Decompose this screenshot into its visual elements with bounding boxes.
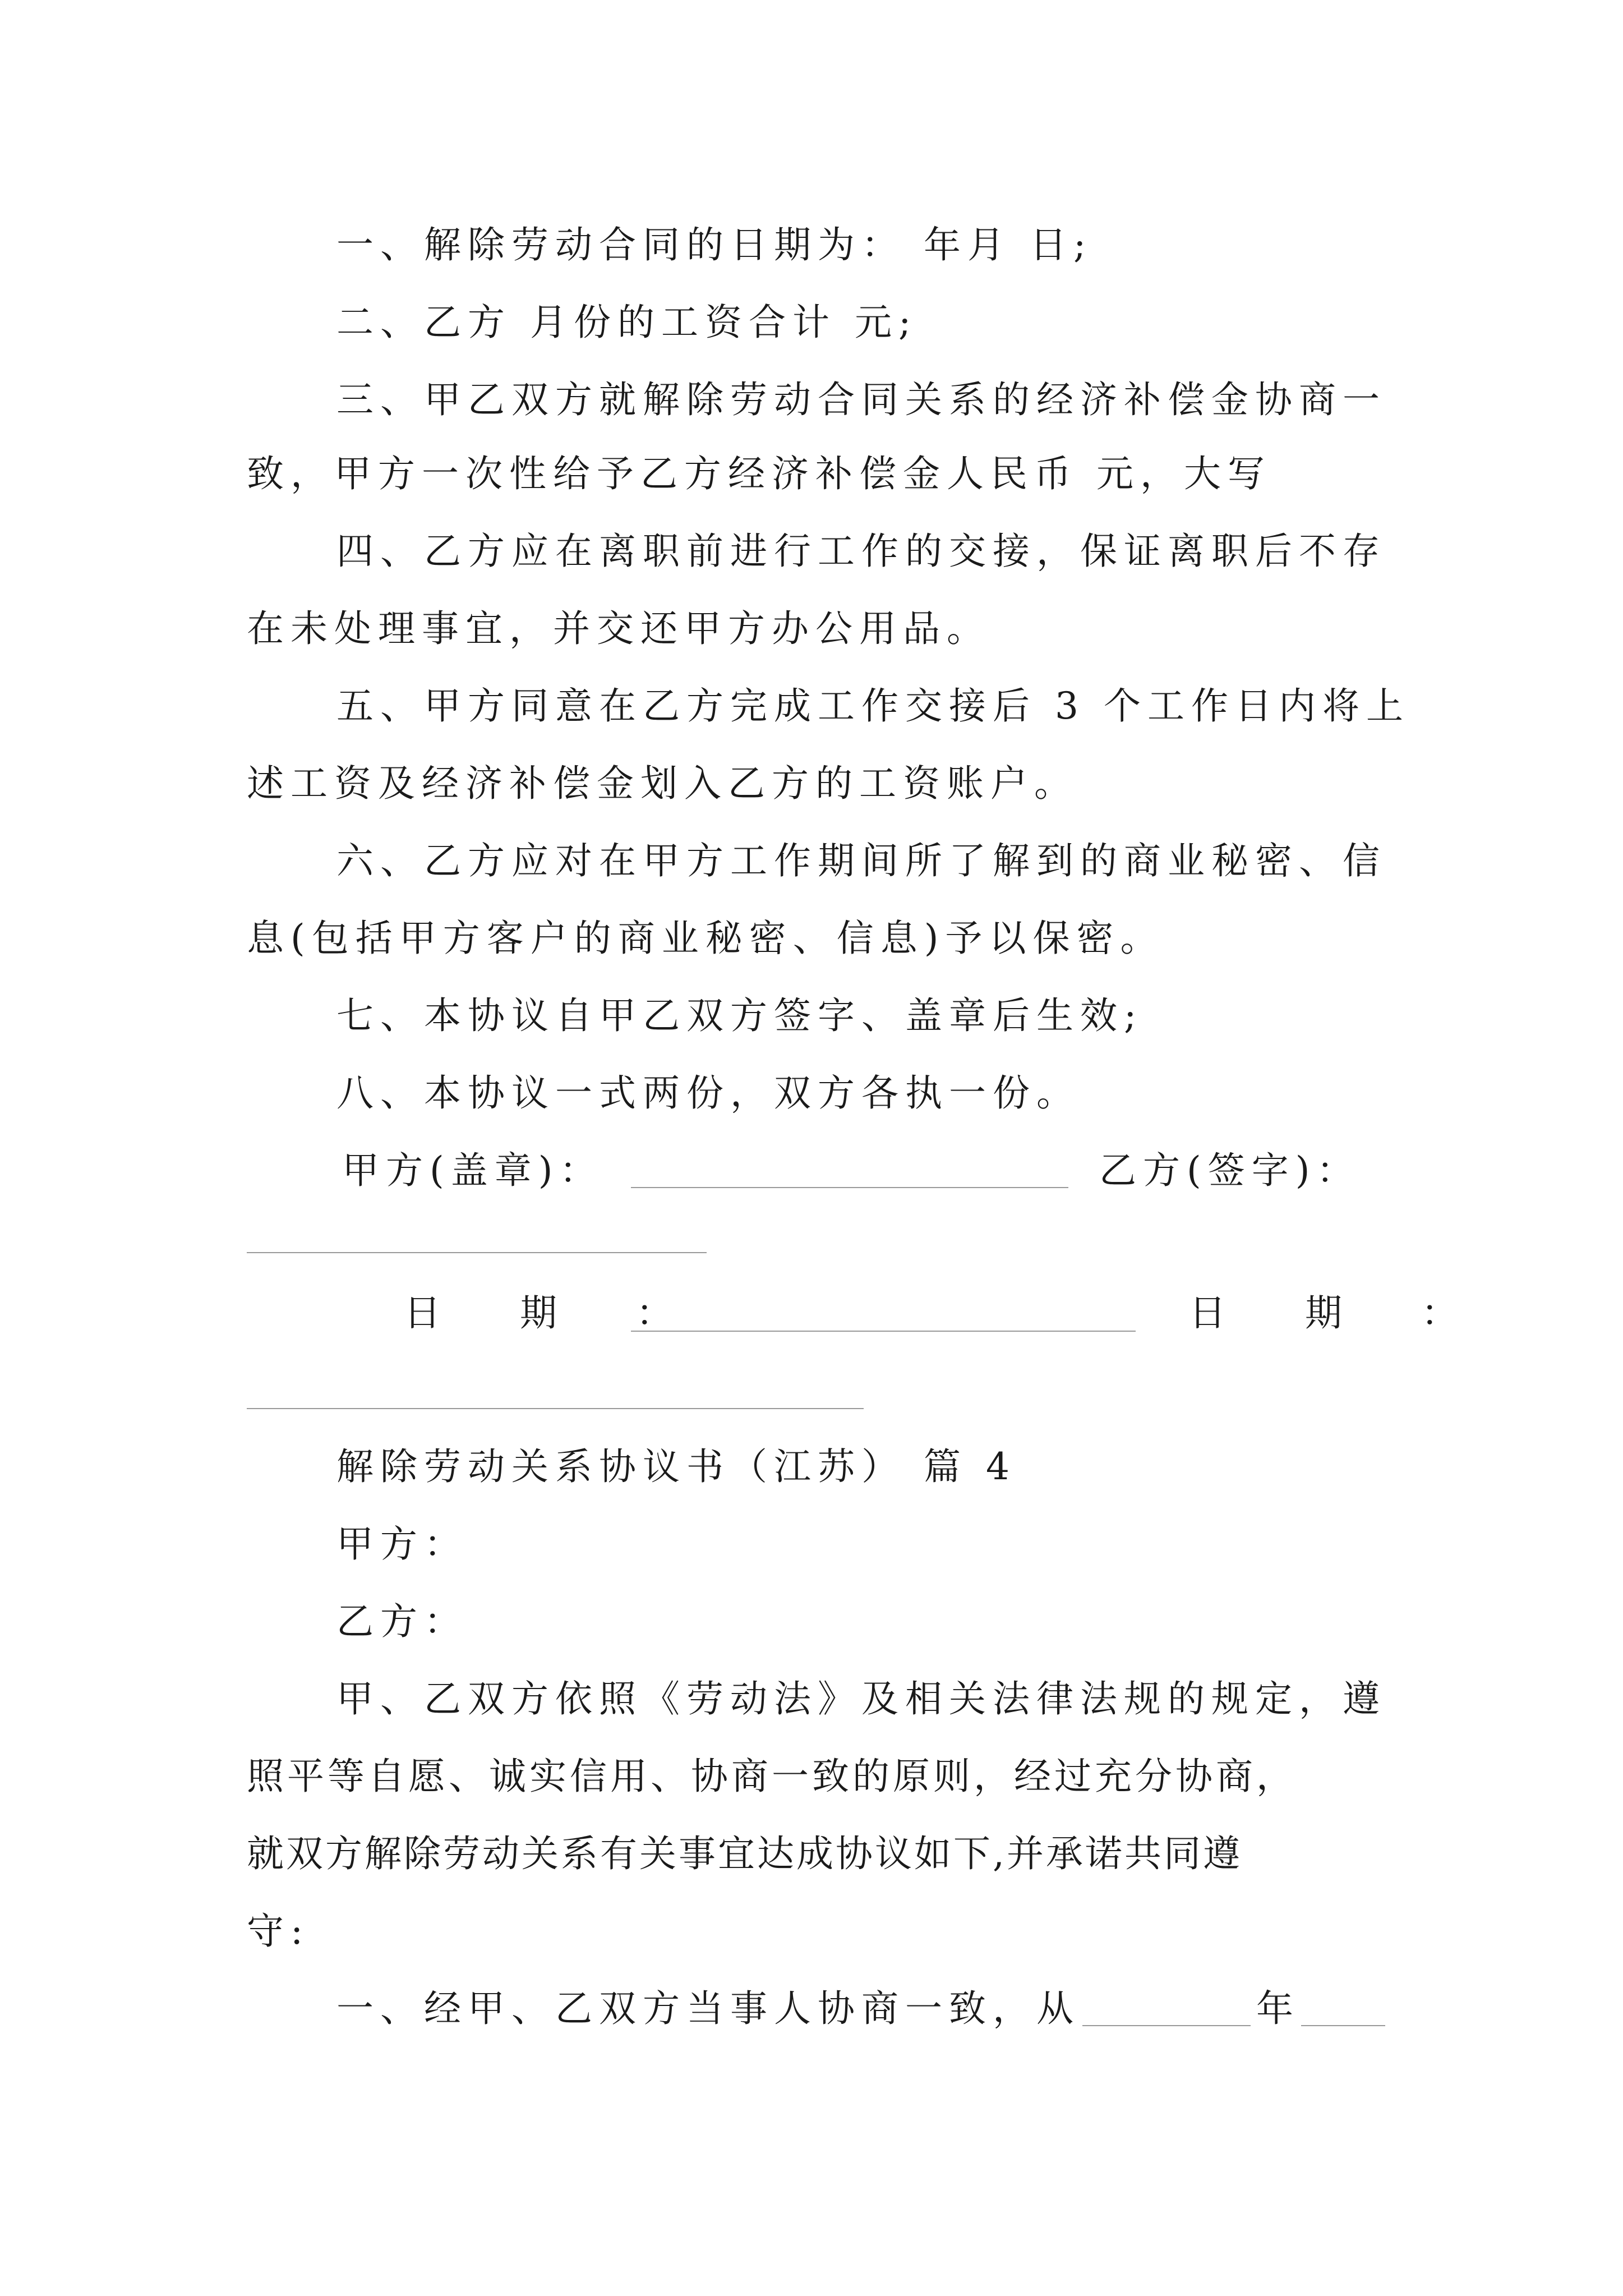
party-b-line: 乙方： bbox=[336, 1600, 468, 1643]
date-b-line bbox=[247, 1408, 864, 1409]
clause-line: 七、本协议自甲乙双方签字、盖章后生效; bbox=[336, 994, 1144, 1037]
intro-line: 照平等自愿、诚实信用、协商一致的原则，经过充分协商， bbox=[247, 1755, 1297, 1798]
party-a-seal-line bbox=[631, 1187, 1068, 1188]
clause-line: 息(包括甲方客户的商业秘密、信息)予以保密。 bbox=[247, 917, 1164, 960]
clause-line: 八、本协议一式两份，双方各执一份。 bbox=[336, 1071, 1080, 1115]
date-a-label: 日 期 ： bbox=[404, 1291, 707, 1335]
clause-line: 述工资及经济补偿金划入乙方的工资账户。 bbox=[247, 762, 1078, 805]
clause-1-line: 一、经甲、乙双方当事人协商一致，从 bbox=[336, 1987, 1080, 2030]
party-b-sign-line bbox=[247, 1252, 707, 1253]
clause-1-year-label: 年 bbox=[1256, 1987, 1300, 2030]
clause-line: 在未处理事宜，并交还甲方办公用品。 bbox=[247, 607, 990, 650]
party-a-line: 甲方： bbox=[336, 1522, 468, 1566]
clause-line: 六、乙方应对在甲方工作期间所了解到的商业秘密、信 bbox=[336, 839, 1386, 882]
clause-line: 一、解除劳动合同的日期为： 年月 日; bbox=[336, 223, 1093, 266]
intro-line: 就双方解除劳动关系有关事宜达成协议如下,并承诺共同遵 bbox=[247, 1832, 1242, 1875]
clause-1-year-blank bbox=[1082, 2025, 1251, 2026]
clause-line: 五、甲方同意在乙方完成工作交接后 3 个工作日内将上 bbox=[336, 684, 1410, 728]
intro-line: 守: bbox=[247, 1910, 310, 1953]
clause-line: 四、乙方应在离职前进行工作的交接，保证离职后不存 bbox=[336, 530, 1386, 573]
section-title: 解除劳动关系协议书（江苏） 篇 4 bbox=[336, 1445, 1016, 1488]
party-a-seal-label: 甲方(盖章)： bbox=[342, 1149, 603, 1192]
date-a-line bbox=[631, 1331, 1136, 1332]
party-b-sign-label: 乙方(签字)： bbox=[1099, 1149, 1361, 1192]
date-b-label: 日 期 ： bbox=[1189, 1291, 1492, 1335]
clause-line: 二、乙方 月份的工资合计 元; bbox=[336, 301, 918, 344]
clause-line: 致，甲方一次性给予乙方经济补偿金人民币 元，大写 bbox=[247, 452, 1271, 495]
intro-line: 甲、乙双方依照《劳动法》及相关法律法规的规定，遵 bbox=[336, 1677, 1386, 1720]
clause-line: 三、甲乙双方就解除劳动合同关系的经济补偿金协商一 bbox=[336, 378, 1386, 421]
clause-1-month-blank bbox=[1301, 2025, 1385, 2026]
